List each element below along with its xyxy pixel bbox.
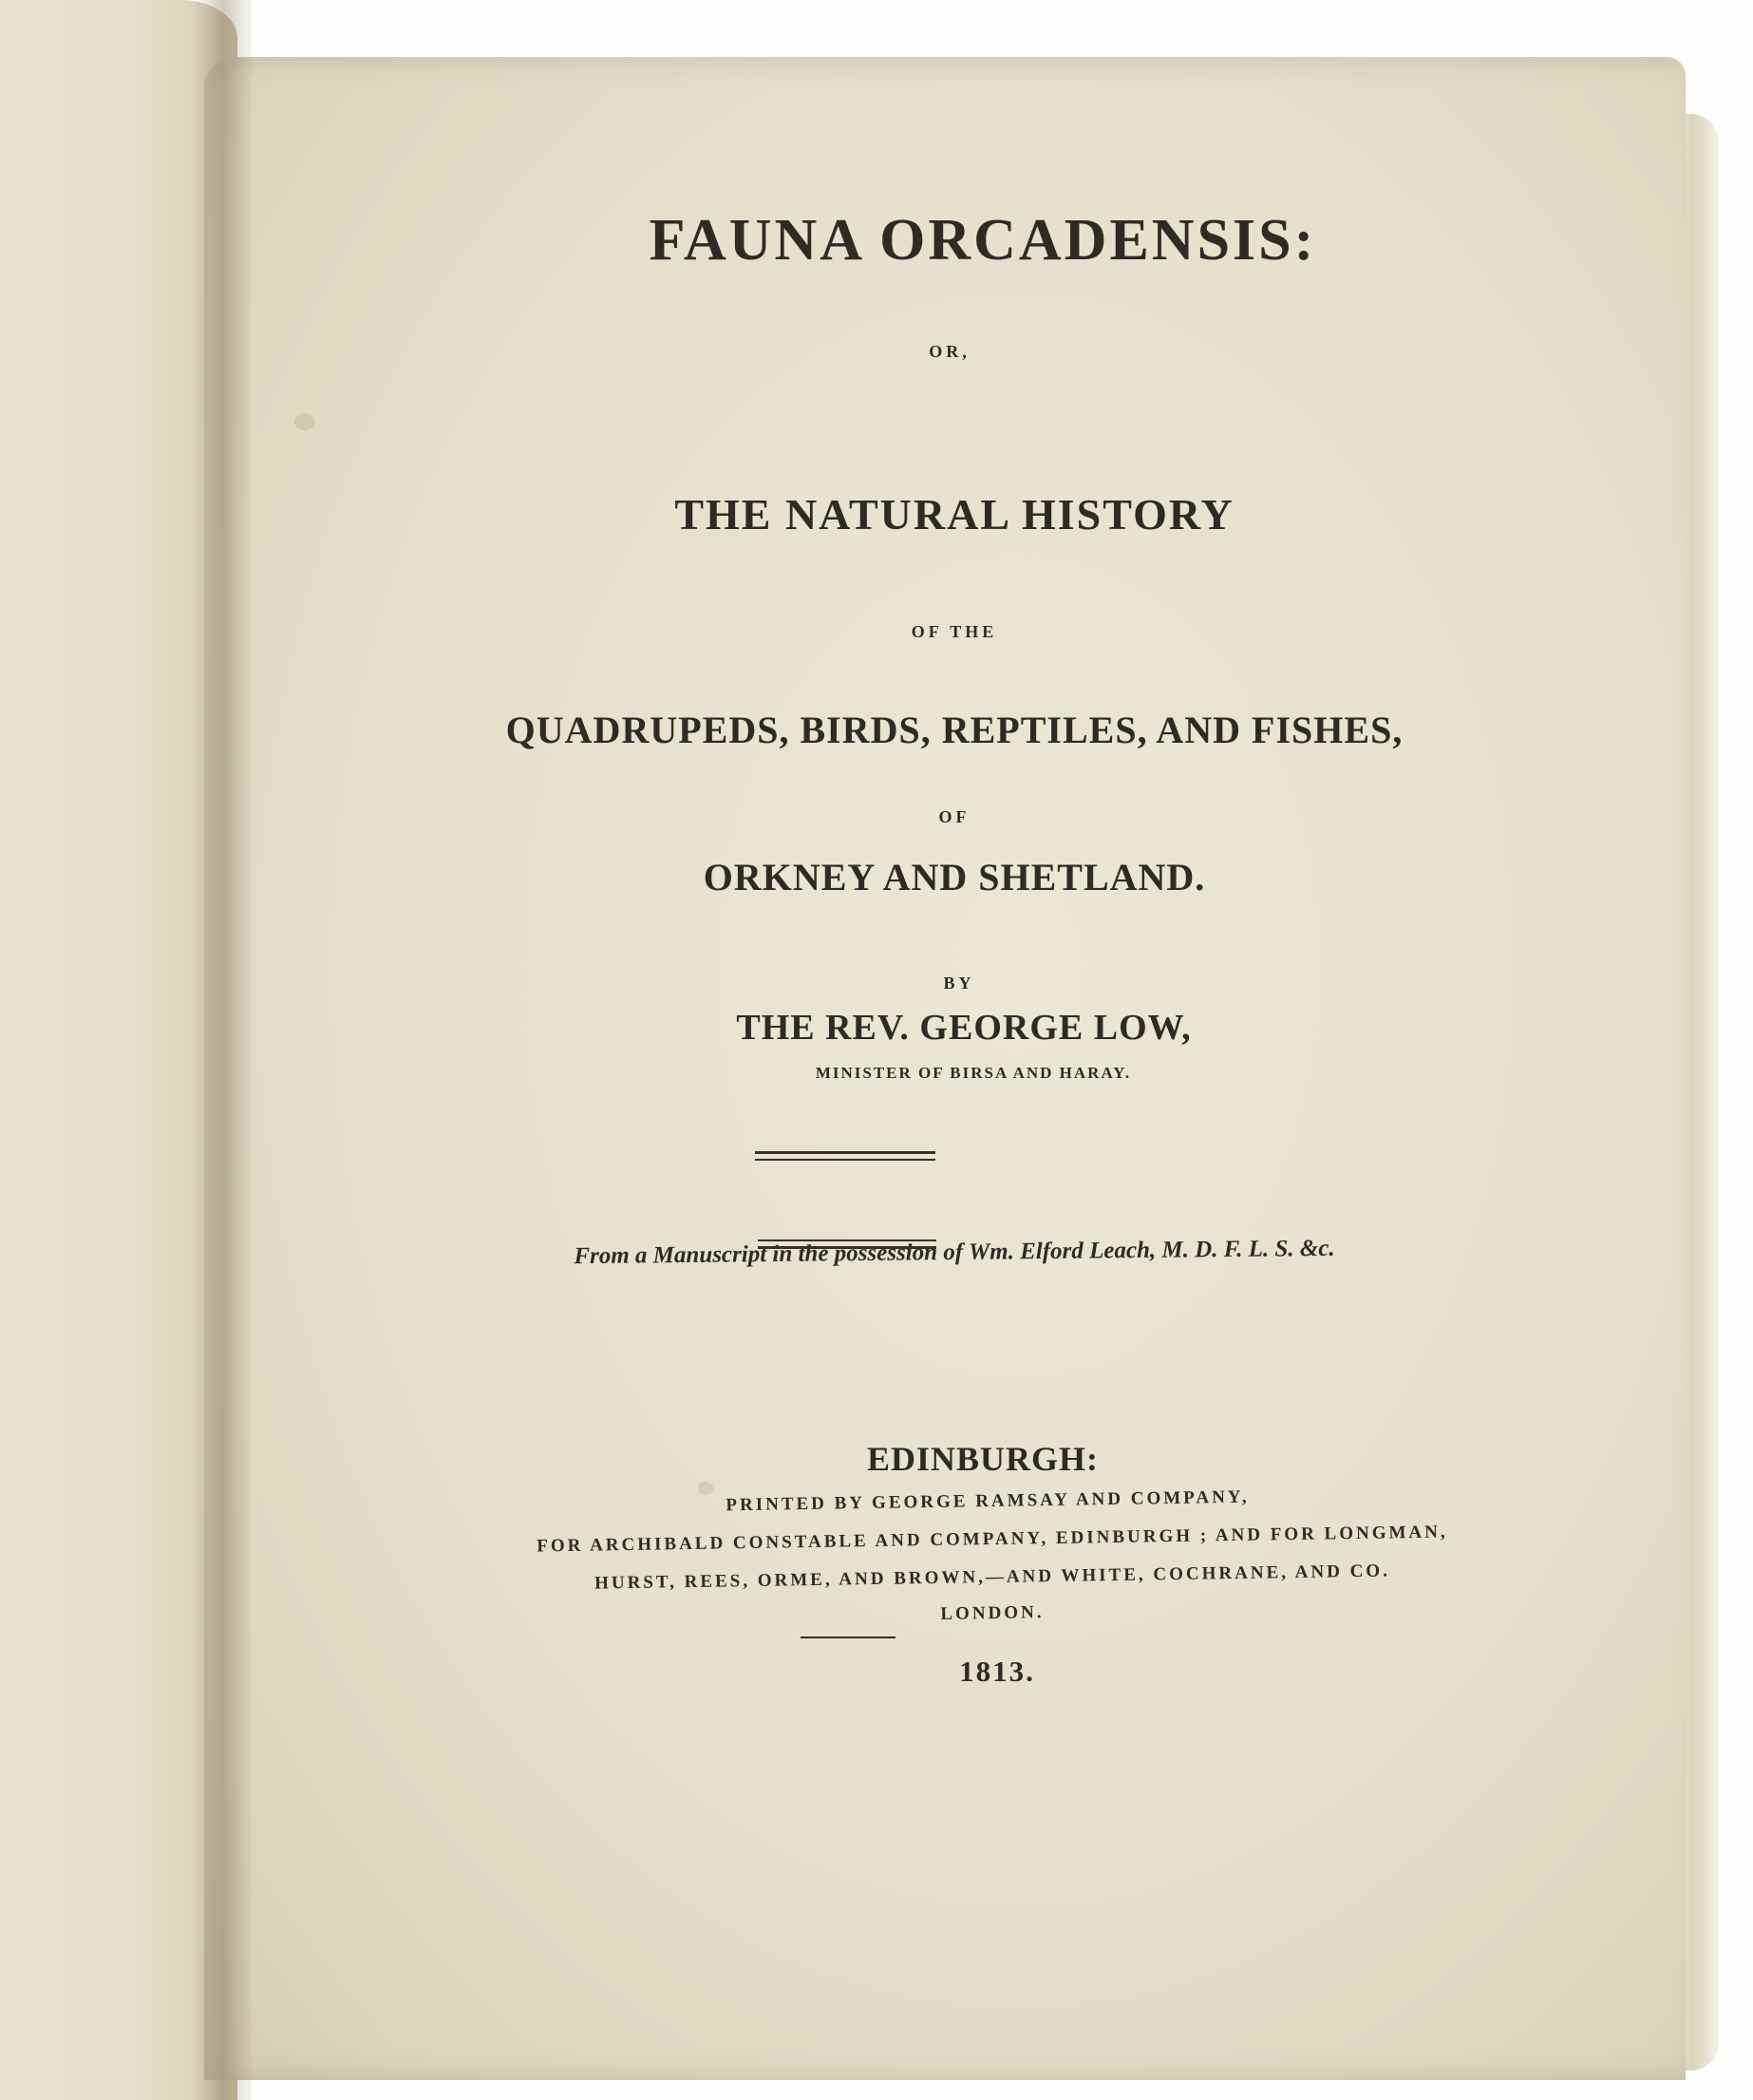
imprint-line: LONDON. — [940, 1602, 1045, 1624]
double-rule-bottom-1 — [758, 1239, 936, 1241]
book-title: FAUNA ORCADENSIS: — [649, 208, 1317, 273]
book-subjects: QUADRUPEDS, BIRDS, REPTILES, AND FISHES, — [505, 709, 1404, 751]
by-connector: BY — [943, 974, 975, 993]
imprint-line: HURST, REES, ORME, AND BROWN,—AND WHITE, COCHRANE, AND CO. — [594, 1561, 1391, 1594]
of-the-connector: OF THE — [911, 622, 998, 641]
imprint-line: FOR ARCHIBALD CONSTABLE AND COMPANY, EDINBURGH ; AND FOR LONGMAN, — [537, 1522, 1448, 1557]
book-gutter — [195, 0, 252, 2100]
author-role: MINISTER OF BIRSA AND HARAY. — [815, 1064, 1132, 1082]
title-page — [204, 57, 1686, 2080]
provenance-note: From a Manuscript in the possession of Wm. Elford Leach, M. D. F. L. S. &c. — [574, 1235, 1335, 1270]
or-connector: OR, — [929, 342, 971, 361]
double-rule-top-2 — [755, 1159, 935, 1161]
double-rule-bottom-2 — [758, 1246, 936, 1249]
author-name: THE REV. GEORGE LOW, — [736, 1008, 1192, 1048]
year-rule — [801, 1636, 895, 1638]
book-subtitle: THE NATURAL HISTORY — [674, 490, 1235, 539]
paper-stain — [294, 413, 315, 430]
of-connector: OF — [938, 807, 971, 826]
paper-stain — [698, 1482, 713, 1495]
publication-year: 1813. — [959, 1655, 1035, 1688]
book-region: ORKNEY AND SHETLAND. — [703, 856, 1206, 899]
imprint-city: EDINBURGH: — [866, 1440, 1100, 1478]
double-rule-top-1 — [755, 1151, 935, 1154]
imprint-line: PRINTED BY GEORGE RAMSAY AND COMPANY, — [726, 1486, 1250, 1516]
